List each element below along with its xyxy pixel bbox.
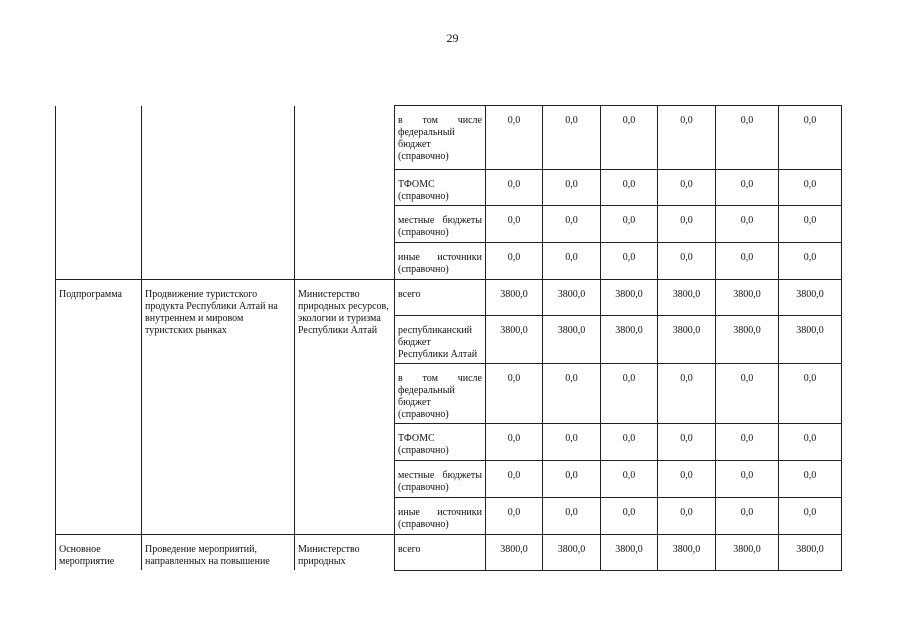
- value-cell: 0,0: [716, 206, 779, 243]
- value-cell: 0,0: [543, 364, 601, 424]
- funding-source-cell: всего: [395, 280, 486, 316]
- row-type-cell: Подпрограмма: [56, 280, 142, 535]
- row-executor-cell: [295, 106, 395, 280]
- value-cell: 3800,0: [601, 535, 658, 571]
- value-cell: 0,0: [543, 170, 601, 206]
- value-cell: 3800,0: [486, 280, 543, 316]
- row-name-cell: Проведение мероприятий, направленных на повышение: [142, 535, 295, 571]
- value-cell: 0,0: [779, 243, 842, 280]
- value-cell: 0,0: [601, 106, 658, 170]
- value-cell: 3800,0: [543, 316, 601, 364]
- value-cell: 3800,0: [716, 280, 779, 316]
- value-cell: 0,0: [716, 498, 779, 535]
- value-cell: 0,0: [486, 364, 543, 424]
- value-cell: 3800,0: [658, 280, 716, 316]
- value-cell: 0,0: [601, 498, 658, 535]
- value-cell: 0,0: [658, 364, 716, 424]
- funding-source-cell: всего: [395, 535, 486, 571]
- value-cell: 0,0: [543, 498, 601, 535]
- value-cell: 3800,0: [779, 316, 842, 364]
- row-name-cell: [142, 106, 295, 280]
- value-cell: 0,0: [543, 461, 601, 498]
- value-cell: 3800,0: [716, 316, 779, 364]
- value-cell: 0,0: [658, 206, 716, 243]
- value-cell: 0,0: [601, 461, 658, 498]
- value-cell: 0,0: [716, 170, 779, 206]
- row-executor-cell: Министерство природных: [295, 535, 395, 571]
- value-cell: 0,0: [779, 461, 842, 498]
- value-cell: 0,0: [716, 461, 779, 498]
- value-cell: 0,0: [601, 206, 658, 243]
- value-cell: 0,0: [658, 461, 716, 498]
- row-type-cell: [56, 106, 142, 280]
- value-cell: 0,0: [486, 498, 543, 535]
- value-cell: 3800,0: [601, 316, 658, 364]
- table-row: [56, 106, 842, 170]
- value-cell: 0,0: [658, 170, 716, 206]
- value-cell: 3800,0: [658, 535, 716, 571]
- value-cell: 3800,0: [779, 535, 842, 571]
- value-cell: 0,0: [779, 364, 842, 424]
- value-cell: 0,0: [716, 364, 779, 424]
- value-cell: 3800,0: [658, 316, 716, 364]
- value-cell: 0,0: [601, 424, 658, 461]
- funding-source-cell: в том числе федеральный бюджет (справочно): [395, 106, 486, 170]
- row-executor-cell: Министерство природных ресурсов, экологии и туризма Республики Алтай: [295, 280, 395, 535]
- value-cell: 0,0: [779, 106, 842, 170]
- funding-source-cell: местные бюджеты (справочно): [395, 206, 486, 243]
- funding-source-cell: ТФОМС (справочно): [395, 424, 486, 461]
- row-type-cell: Основное мероприятие: [56, 535, 142, 571]
- value-cell: 3800,0: [543, 280, 601, 316]
- value-cell: 0,0: [601, 364, 658, 424]
- value-cell: 0,0: [543, 206, 601, 243]
- value-cell: 0,0: [601, 170, 658, 206]
- value-cell: 0,0: [486, 243, 543, 280]
- funding-source-cell: в том числе федеральный бюджет (справочно): [395, 364, 486, 424]
- value-cell: 0,0: [658, 498, 716, 535]
- value-cell: 3800,0: [716, 535, 779, 571]
- value-cell: 0,0: [658, 106, 716, 170]
- funding-source-cell: ТФОМС (справочно): [395, 170, 486, 206]
- value-cell: 0,0: [779, 170, 842, 206]
- value-cell: 0,0: [779, 498, 842, 535]
- budget-table: [55, 105, 842, 571]
- value-cell: 0,0: [779, 206, 842, 243]
- page-number: 29: [446, 31, 459, 45]
- value-cell: 0,0: [716, 424, 779, 461]
- value-cell: 0,0: [543, 424, 601, 461]
- value-cell: 3800,0: [601, 280, 658, 316]
- funding-source-cell: республиканский бюджет Республики Алтай: [395, 316, 486, 364]
- table-row: [56, 280, 842, 316]
- value-cell: 0,0: [779, 424, 842, 461]
- funding-source-cell: иные источники (справочно): [395, 243, 486, 280]
- value-cell: 0,0: [658, 424, 716, 461]
- value-cell: 3800,0: [543, 535, 601, 571]
- funding-source-cell: иные источники (справочно): [395, 498, 486, 535]
- value-cell: 3800,0: [486, 316, 543, 364]
- value-cell: 0,0: [543, 243, 601, 280]
- value-cell: 0,0: [543, 106, 601, 170]
- value-cell: 0,0: [486, 206, 543, 243]
- value-cell: 3800,0: [486, 535, 543, 571]
- value-cell: 0,0: [486, 106, 543, 170]
- value-cell: 0,0: [486, 424, 543, 461]
- row-name-cell: Продвижение туристского продукта Республики Алтай на внутреннем и мировом туристских рынках: [142, 280, 295, 535]
- value-cell: 0,0: [486, 170, 543, 206]
- funding-source-cell: местные бюджеты (справочно): [395, 461, 486, 498]
- value-cell: 0,0: [716, 106, 779, 170]
- value-cell: 3800,0: [779, 280, 842, 316]
- value-cell: 0,0: [658, 243, 716, 280]
- table-row: [56, 535, 842, 571]
- value-cell: 0,0: [486, 461, 543, 498]
- value-cell: 0,0: [716, 243, 779, 280]
- value-cell: 0,0: [601, 243, 658, 280]
